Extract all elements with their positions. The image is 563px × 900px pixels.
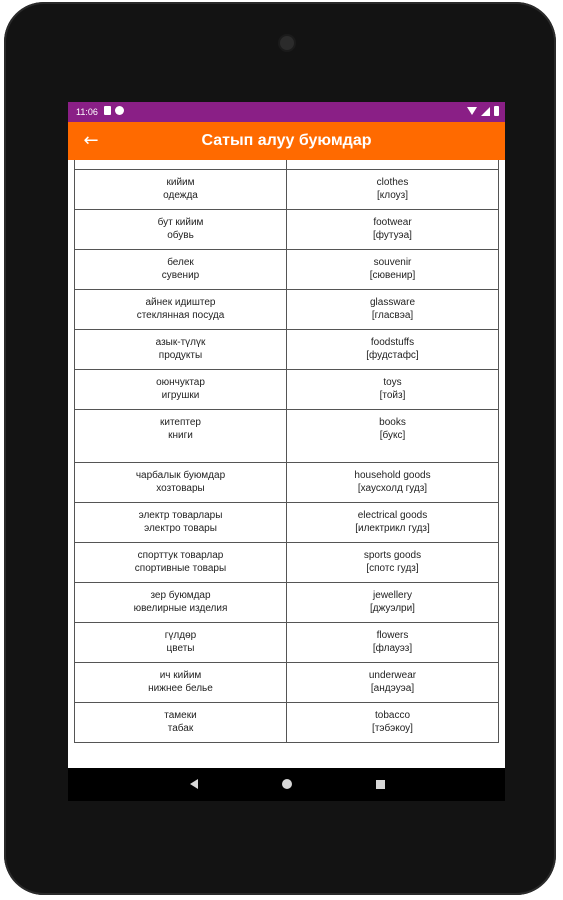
english-word: souvenir (373, 257, 412, 268)
transcription: [футуэа] (373, 230, 412, 241)
russian-word: стеклянная посуда (136, 310, 225, 321)
table-row (75, 290, 499, 330)
nav-back-icon[interactable] (190, 779, 198, 789)
english-word: underwear (368, 670, 417, 681)
wifi-icon (467, 107, 477, 115)
vocabulary-table (74, 160, 499, 743)
native-term-cell (75, 503, 287, 543)
english-term-cell (287, 250, 499, 290)
table-row (75, 623, 499, 663)
table-row (75, 370, 499, 410)
russian-word: ювелирные изделия (133, 603, 228, 614)
table-row (75, 543, 499, 583)
english-word: jewellery (373, 590, 412, 601)
russian-word: нижнее белье (148, 683, 213, 694)
english-term-cell (287, 410, 499, 463)
english-word: household goods (354, 470, 431, 481)
russian-word: одежда (163, 190, 198, 201)
status-time: 11:06 (76, 107, 98, 117)
table-row (75, 330, 499, 370)
signal-icon (481, 107, 490, 116)
english-term-cell (287, 370, 499, 410)
english-word: books (379, 417, 406, 428)
sd-card-icon (104, 106, 111, 115)
system-nav-bar (68, 768, 505, 801)
transcription: [клоуз] (376, 190, 409, 201)
english-word: glassware (369, 297, 416, 308)
english-term-cell (287, 663, 499, 703)
transcription: [флауэз] (372, 643, 413, 654)
native-term-cell (75, 330, 287, 370)
english-term-cell (287, 170, 499, 210)
kyrgyz-word: айнек идиштер (145, 297, 216, 308)
transcription: [сювенир] (369, 270, 416, 281)
russian-word: игрушки (161, 390, 200, 401)
english-term-cell (287, 703, 499, 743)
table-row (75, 583, 499, 623)
native-term-cell (75, 663, 287, 703)
transcription: [спотс гудз] (366, 563, 419, 574)
app-screen (68, 102, 505, 801)
app-bar (68, 122, 505, 160)
english-term-cell (287, 583, 499, 623)
front-camera (280, 36, 294, 50)
russian-word: продукты (158, 350, 203, 361)
native-term-cell (75, 543, 287, 583)
russian-word: обувь (167, 230, 194, 241)
kyrgyz-word: электр товарлары (138, 510, 223, 521)
kyrgyz-word: белек (167, 257, 194, 268)
native-term-cell (75, 410, 287, 463)
status-bar (68, 102, 505, 122)
transcription: [хаусхолд гудз] (357, 483, 428, 494)
transcription: [букс] (379, 430, 406, 441)
table-row (75, 463, 499, 503)
transcription: [андэуэа] (370, 683, 415, 694)
kyrgyz-word: тамеки (164, 710, 197, 721)
english-word: toys (383, 377, 402, 388)
native-term-cell (75, 583, 287, 623)
english-word: tobacco (374, 710, 411, 721)
native-term-cell (75, 170, 287, 210)
table-row (75, 410, 499, 463)
native-term-cell (75, 210, 287, 250)
nav-home-icon[interactable] (282, 779, 292, 789)
table-row (75, 160, 499, 170)
back-arrow-icon[interactable]: ← (83, 130, 99, 151)
native-term-cell (75, 370, 287, 410)
table-row (75, 250, 499, 290)
transcription: [тэбэкоу] (372, 723, 413, 734)
page-title: Сатып алуу буюмдар (201, 132, 372, 149)
transcription: [джуэлри] (370, 603, 415, 614)
transcription: [гласвэа] (371, 310, 414, 321)
kyrgyz-word: китептер (160, 417, 201, 428)
english-word: sports goods (363, 550, 422, 561)
native-term-cell (75, 250, 287, 290)
russian-word: книги (168, 430, 193, 441)
nav-recent-icon[interactable] (376, 780, 385, 789)
transcription: [тойз] (379, 390, 406, 401)
english-term-cell (287, 543, 499, 583)
english-term-cell (287, 330, 499, 370)
english-term-cell (287, 503, 499, 543)
english-term-cell (287, 463, 499, 503)
native-term-cell (75, 463, 287, 503)
english-word: flowers (376, 630, 409, 641)
english-term-cell (287, 210, 499, 250)
kyrgyz-word: спорттук товарлар (137, 550, 224, 561)
table-row (75, 170, 499, 210)
english-word: electrical goods (357, 510, 428, 521)
kyrgyz-word: чарбалык буюмдар (135, 470, 226, 481)
table-row (75, 503, 499, 543)
table-row (75, 703, 499, 743)
english-word: foodstuffs (370, 337, 415, 348)
table-row (75, 663, 499, 703)
russian-word: спортивные товары (134, 563, 227, 574)
kyrgyz-word: азык-түлүк (155, 337, 206, 348)
english-word: clothes (376, 177, 409, 188)
battery-icon (494, 106, 499, 116)
kyrgyz-word: кийим (166, 177, 195, 188)
native-term-cell (75, 623, 287, 663)
kyrgyz-word: зер буюмдар (150, 590, 211, 601)
english-term-cell (287, 623, 499, 663)
english-word: footwear (373, 217, 412, 228)
russian-word: цветы (166, 643, 195, 654)
settings-gear-icon (115, 106, 124, 115)
russian-word: электро товары (144, 523, 217, 534)
russian-word: табак (167, 723, 194, 734)
vocabulary-table-container[interactable] (74, 160, 499, 801)
russian-word: хозтовары (156, 483, 205, 494)
russian-word: сувенир (161, 270, 200, 281)
native-term-cell (75, 290, 287, 330)
kyrgyz-word: бут кийим (157, 217, 204, 228)
kyrgyz-word: гүлдөр (164, 630, 197, 641)
transcription: [фудстафс] (366, 350, 419, 361)
kyrgyz-word: оюнчуктар (156, 377, 205, 388)
table-row (75, 210, 499, 250)
kyrgyz-word: ич кийим (159, 670, 202, 681)
tablet-frame (4, 2, 556, 895)
english-term-cell (287, 290, 499, 330)
native-term-cell (75, 703, 287, 743)
transcription: [илектрикл гудз] (355, 523, 430, 534)
